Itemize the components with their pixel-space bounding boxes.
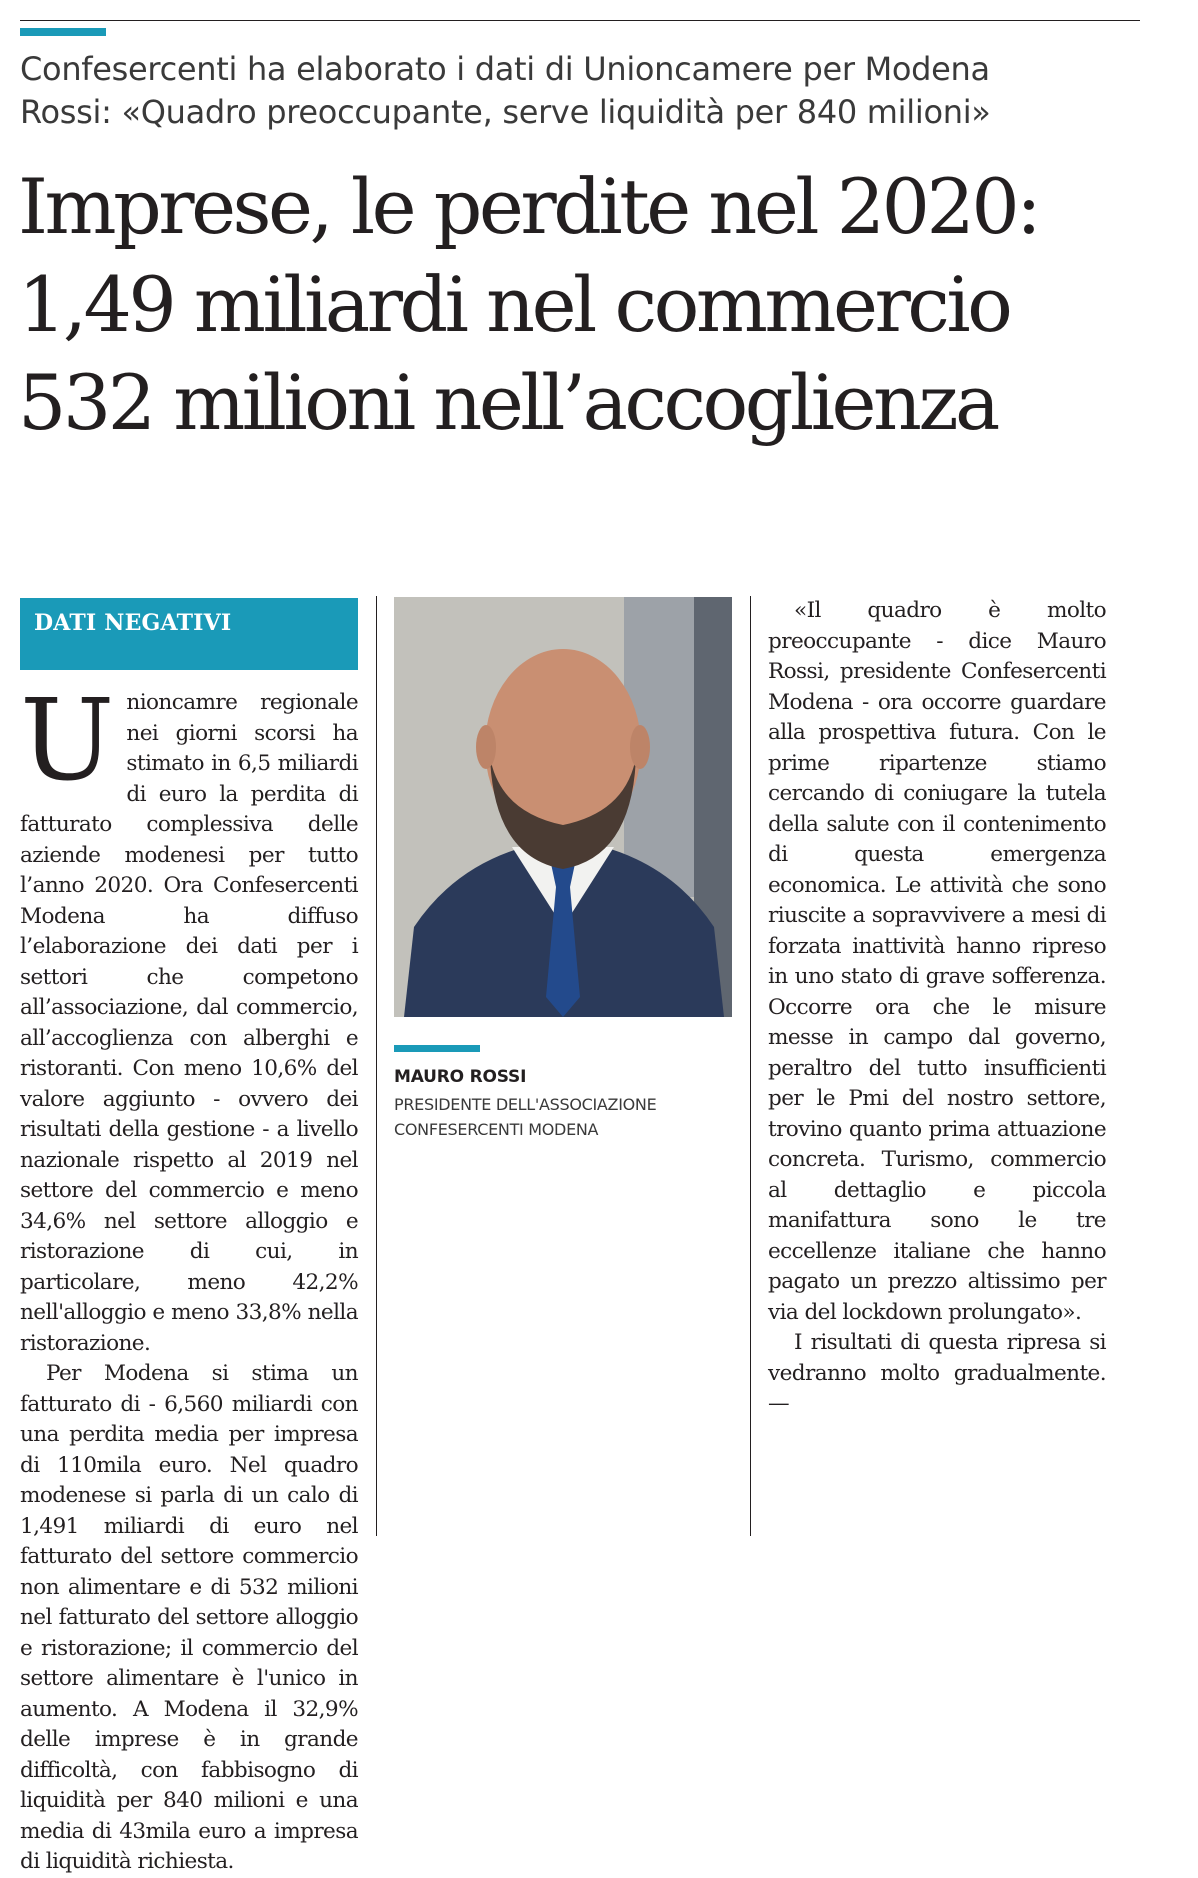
article-column-1 [20, 676, 358, 1878]
column-divider-1 [376, 596, 377, 1536]
kicker-line-2: Rossi: «Quadro preoccupante, serve liquidità per 840 milioni» [20, 93, 991, 131]
article-paragraph-2-text: Per Modena si stima un fatturato di - 6,560 miliardi con una perdita media per impresa di 110mila euro. Nel quadro modenese si parla di un calo di 1,491 miliardi di euro nel fatturato del settore commercio non alimentare e di 532 milioni nel fatturato del settore alloggio e ristorazione; il commercio del settore alimentare è l'unico in aumento. A Modena il 32,9% delle imprese è in grande difficoltà, con fabbisogno di liquidità per 840 milioni e una media di 43mila euro a impresa di liquidità richiesta. [20, 1361, 358, 1874]
caption-role [394, 1092, 734, 1142]
article-paragraph-4 [768, 1328, 1106, 1420]
portrait-illustration [394, 597, 732, 1017]
section-badge-label: DATI NEGATIVI [34, 610, 232, 636]
section-badge [20, 598, 358, 670]
caption-role-line-1: PRESIDENTE DELL'ASSOCIAZIONE [394, 1095, 657, 1114]
headline [18, 158, 1158, 452]
article-paragraph-3-text: «Il quadro è molto preoccupante - dice Mauro Rossi, presidente Confesercenti Modena - ora occorre guardare alla prospettiva futura. Con le prime ripartenze stiamo cercando di coniugare la tutela della salute con il contenimento di questa emergenza economica. Le attività che sono riuscite a sopravvivere a mesi di forzata inattività hanno ripreso in uno stato di grave sofferenza. Occorre ora che le misure messe in campo dal governo, peraltro del tutto insufficienti per le Pmi del nostro settore, trovino quanto prima attuazione concreta. Turismo, commercio al dettaglio e piccola manifattura sono le tre eccellenze italiane che hanno pagato un prezzo altissimo per via del lockdown prolungato». [768, 598, 1106, 1325]
column-divider-2 [750, 596, 751, 1536]
article-paragraph-2 [20, 1359, 358, 1878]
article-paragraph-4-text: I risultati di questa ripresa si vedranno molto gradualmente. — [768, 1330, 1106, 1416]
kicker-line-1: Confesercenti ha elaborato i dati di Unioncamere per Modena [20, 50, 990, 88]
article-paragraph-1-text: nioncamre regionale nei giorni scorsi ha stimato in 6,5 miliardi di euro la perdita di fatturato complessiva delle aziende modenesi per tutto l’anno 2020. Ora Confesercenti Modena ha diffuso l’elaborazione dei dati per i settori che competono all’associazione, dal commercio, all’accoglienza con alberghi e ristoranti. Con meno 10,6% del valore aggiunto - ovvero dei risultati della gestione - a livello nazionale rispetto al 2019 nel settore del commercio e meno 34,6% nel settore alloggio e ristorazione di cui, in particolare, meno 42,2% nell'alloggio e meno 33,8% nella ristorazione. [20, 690, 358, 1356]
kicker [20, 48, 1140, 134]
caption-accent-bar [394, 1045, 480, 1052]
article-paragraph-1 [20, 676, 358, 1359]
headline-line-1: Imprese, le perdite nel 2020: [18, 162, 1039, 251]
top-accent-bar [20, 28, 106, 36]
article-column-3 [768, 596, 1106, 1420]
dropcap: U [20, 676, 115, 806]
headline-line-2: 1,49 miliardi nel commercio [18, 260, 1010, 349]
article-paragraph-3 [768, 596, 1106, 1328]
top-rule [20, 20, 1140, 21]
caption-name: MAURO ROSSI [394, 1067, 527, 1087]
caption-role-line-2: CONFESERCENTI MODENA [394, 1120, 599, 1139]
portrait-photo [394, 597, 732, 1017]
headline-line-3: 532 milioni nell’accoglienza [18, 358, 997, 447]
